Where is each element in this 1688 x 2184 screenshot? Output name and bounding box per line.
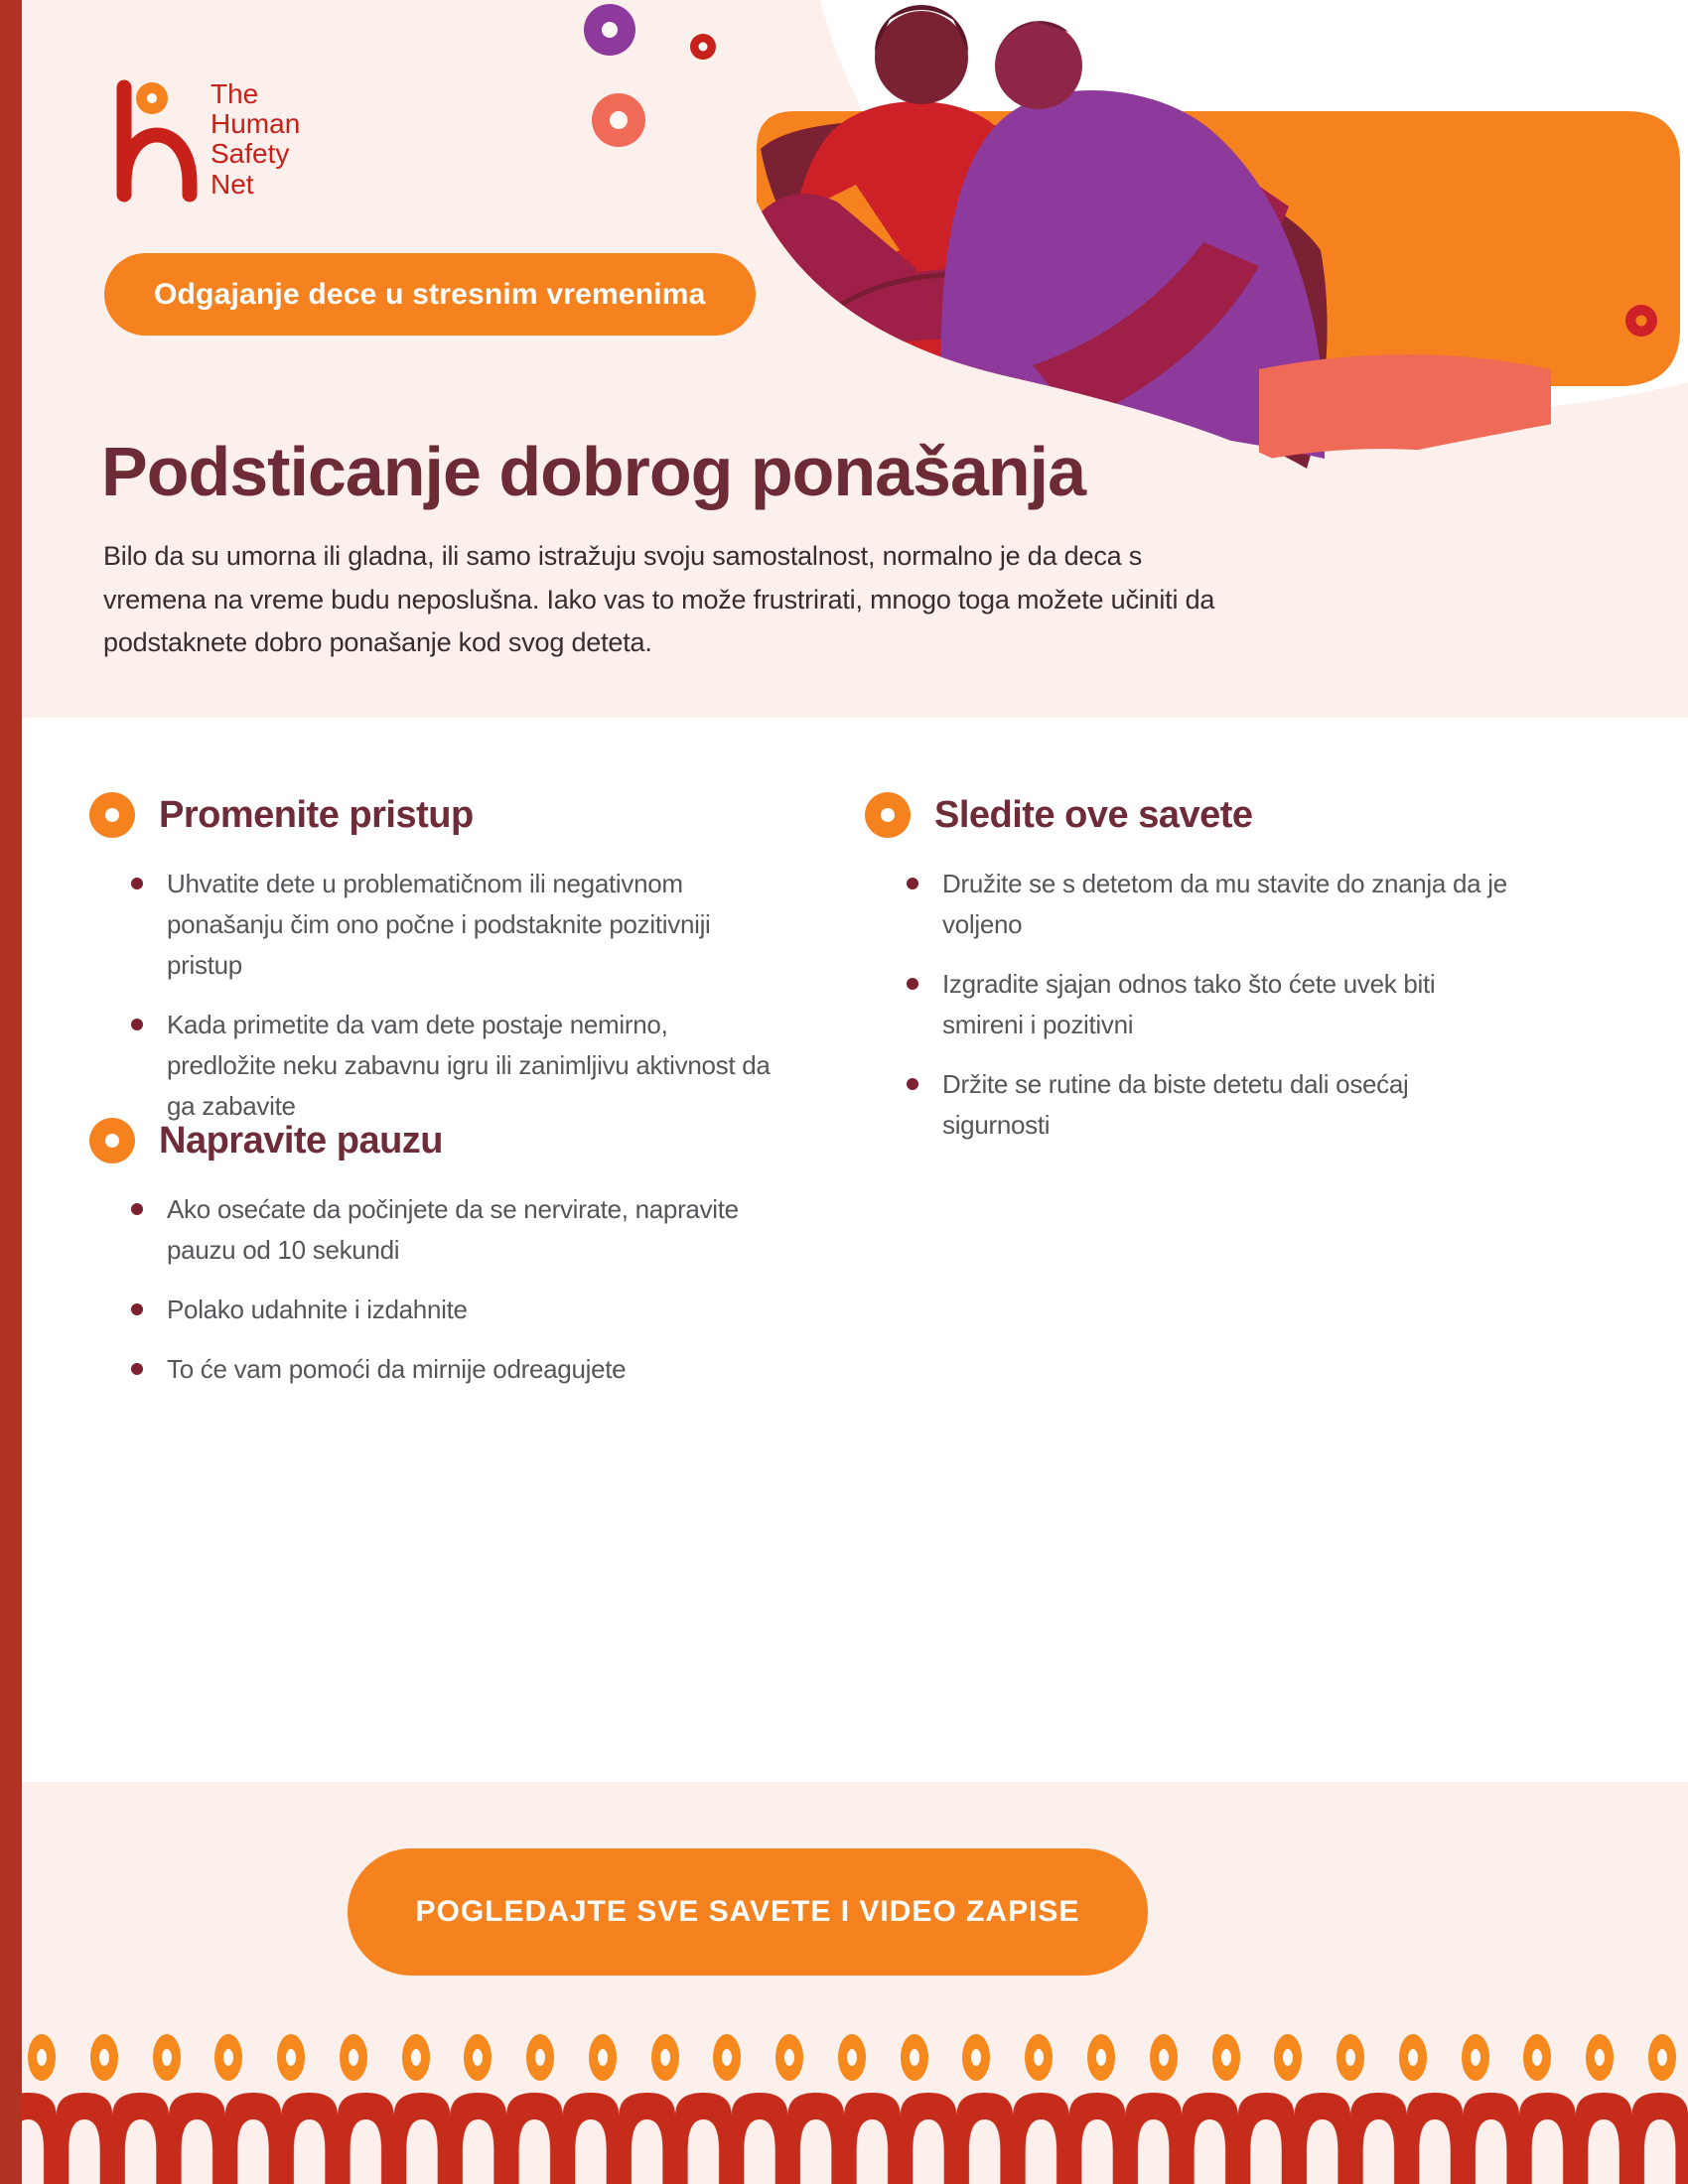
bullet-item: Družite se s detetom da mu stavite do znanja da je voljeno	[905, 864, 1518, 945]
donut-icon	[1087, 2034, 1115, 2081]
donut-icon	[1586, 2034, 1614, 2081]
section-header	[89, 792, 782, 838]
red-donut-hole	[699, 43, 708, 52]
donut-icon	[589, 2034, 617, 2081]
orange-donut-icon	[89, 792, 135, 838]
person-left-head	[875, 11, 968, 104]
donut-icon	[1462, 2034, 1489, 2081]
bullet-item: To će vam pomoći da mirnije odreagujete	[129, 1349, 782, 1390]
orange-donut-icon	[865, 792, 911, 838]
donut-icon	[901, 2034, 928, 2081]
donut-icon	[28, 2034, 56, 2081]
bullet-list	[905, 864, 1518, 1146]
cta-button[interactable]: POGLEDAJTE SVE SAVETE I VIDEO ZAPISE	[348, 1848, 1148, 1976]
orange-donut-icon	[89, 1118, 135, 1163]
salmon-donut-hole	[610, 111, 628, 129]
donut-row	[28, 2031, 1676, 2083]
section-header	[89, 1118, 782, 1163]
donut-icon	[962, 2034, 990, 2081]
donut-icon	[464, 2034, 492, 2081]
donut-icon	[1274, 2034, 1302, 2081]
bullet-item: Polako udahnite i izdahnite	[129, 1290, 782, 1330]
section-title: Sledite ove savete	[934, 793, 1253, 836]
bullet-item: Ako osećate da počinjete da se nervirate, napravite pauzu od 10 sekundi	[129, 1189, 782, 1271]
donut-icon	[1025, 2034, 1053, 2081]
donut-icon	[214, 2034, 242, 2081]
brand-line: Net	[211, 168, 254, 200]
donut-icon	[153, 2034, 181, 2081]
arches-border	[0, 2089, 1688, 2184]
topic-badge: Odgajanje dece u stresnim vremenima	[104, 253, 756, 336]
bullet-list	[129, 1189, 782, 1390]
donut-icon	[838, 2034, 866, 2081]
donut-icon	[90, 2034, 118, 2081]
bullet-item: Kada primetite da vam dete postaje nemirno, predložite neku zabavnu igru ili zanimljivu aktivnost da ga zabavite	[129, 1005, 782, 1127]
section-sledite-ove-savete	[865, 792, 1518, 1164]
bullet-item: Uhvatite dete u problematičnom ili negativnom ponašanju čim ono počne i podstaknite pozitivniji pristup	[129, 864, 782, 986]
section-napravite-pauzu	[89, 1118, 782, 1409]
left-accent-bar	[0, 0, 22, 2184]
donut-icon	[1336, 2034, 1364, 2081]
page-title: Podsticanje dobrog ponašanja	[101, 432, 1086, 510]
brand-line: Human	[211, 108, 301, 140]
donut-icon	[1212, 2034, 1240, 2081]
bullet-list	[129, 864, 782, 1127]
section-promenite-pristup	[89, 792, 782, 1146]
purple-donut-hole	[602, 22, 618, 38]
brand-logo	[89, 75, 300, 212]
donut-icon	[526, 2034, 554, 2081]
human-figure-h-icon	[89, 75, 201, 212]
section-header	[865, 792, 1518, 838]
couch-donut-hole	[1636, 316, 1647, 327]
donut-icon	[775, 2034, 803, 2081]
section-title: Promenite pristup	[159, 793, 474, 836]
brand-name	[211, 79, 300, 200]
donut-icon	[1150, 2034, 1178, 2081]
donut-icon	[1399, 2034, 1427, 2081]
donut-icon	[277, 2034, 305, 2081]
donut-icon	[1648, 2034, 1676, 2081]
donut-icon	[402, 2034, 430, 2081]
donut-icon	[1523, 2034, 1551, 2081]
donut-icon	[651, 2034, 679, 2081]
bullet-item: Držite se rutine da biste detetu dali osećaj sigurnosti	[905, 1064, 1518, 1146]
section-title: Napravite pauzu	[159, 1119, 444, 1161]
bullet-item: Izgradite sjajan odnos tako što ćete uvek biti smireni i pozitivni	[905, 964, 1518, 1045]
intro-paragraph: Bilo da su umorna ili gladna, ili samo istražuju svoju samostalnost, normalno je da deca s vremena na vreme budu neposlušna. Iako vas to može frustrirati, mnogo toga možete učiniti da podstaknete dobro ponašanje kod svog deteta.	[103, 541, 1215, 658]
brand-line: Safety	[211, 138, 290, 170]
brand-line: The	[211, 78, 259, 109]
donut-icon	[340, 2034, 367, 2081]
donut-icon	[713, 2034, 741, 2081]
